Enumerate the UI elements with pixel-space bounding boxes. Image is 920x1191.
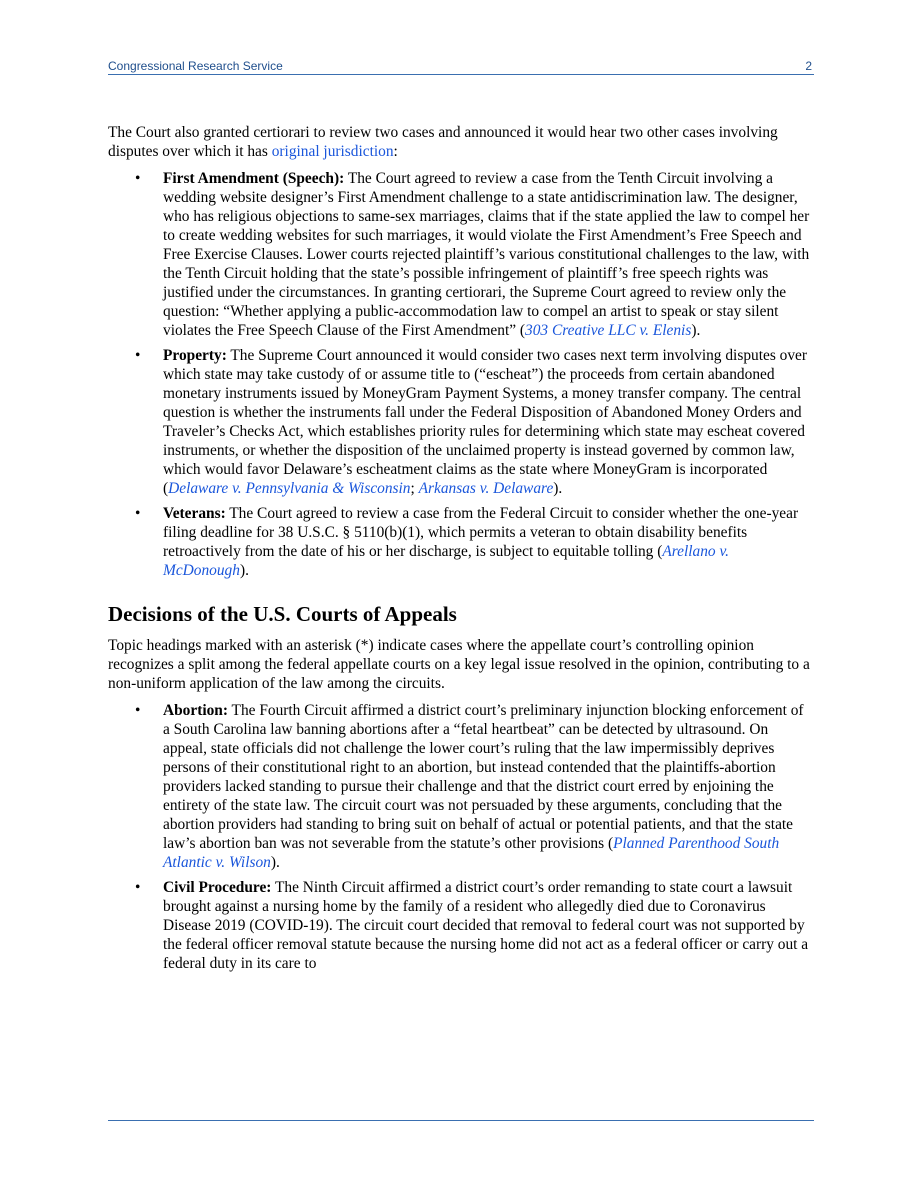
page-footer-rule (108, 1120, 814, 1121)
case-separator: ; (410, 480, 419, 497)
bullet-icon: • (135, 170, 141, 187)
list-item (135, 169, 814, 340)
topic-term: Abortion: (163, 702, 228, 719)
section-heading: Decisions of the U.S. Courts of Appeals (108, 602, 457, 626)
topic-term: Property: (163, 347, 227, 364)
topic-text: The Court agreed to review a case from the Federal Circuit to consider whether the one-year filing deadline for 38 U.S.C. § 5110(b)(1), which permits a veteran to obtain disability benefits retroactively from the date of his or her discharge, is subject to equitable tolling ( (163, 505, 799, 560)
intro-text: The Court also granted certiorari to review two cases and announced it would hear two other cases involving disputes over which it has (108, 124, 778, 160)
topic-end: ). (270, 854, 280, 871)
header-page-number: 2 (805, 59, 812, 73)
topic-end: ). (239, 562, 249, 579)
case-link[interactable]: Planned Parenthood South Atlantic v. Wilson (163, 835, 780, 871)
document-body (108, 123, 814, 979)
header-publisher: Congressional Research Service (108, 59, 283, 73)
topic-text: The Ninth Circuit affirmed a district court’s order remanding to state court a lawsuit brought against a nursing home by the family of a resident who allegedly died due to Coronavirus Disease 2019 (COVID-19). The circuit court decided that removal to federal court was not supported by the federal officer removal statute because the nursing home did not act as a federal officer or carry out a federal duty in its care to (163, 879, 809, 972)
appeals-list (108, 701, 814, 973)
case-link[interactable]: Delaware v. Pennsylvania & Wisconsin (168, 480, 411, 497)
bullet-icon: • (135, 702, 141, 719)
case-link[interactable]: Arkansas v. Delaware (418, 480, 554, 497)
case-link[interactable]: Arellano v. McDonough (163, 543, 730, 579)
bullet-icon: • (135, 505, 141, 522)
list-item (135, 504, 814, 580)
appeals-intro-paragraph: Topic headings marked with an asterisk (*) indicate cases where the appellate court’s controlling opinion recognizes a split among the federal appellate courts on a key legal issue resolved in the opinion, contributing to a non-uniform application of the law among the circuits. (108, 637, 810, 692)
topic-text: The Court agreed to review a case from the Tenth Circuit involving a wedding website designer’s First Amendment challenge to a state antidiscrimination law. The designer, who has religious objections to same-sex marriages, claims that if the state applied the law to compel her to create wedding websites for such marriages, it would violate the First Amendment’s Free Speech and Free Exercise Clauses. Lower courts rejected plaintiff’s various constitutional challenges to the law, with the Tenth Circuit holding that the state’s possible infringement of plaintiff’s free speech rights was justified under the circumstances. In granting certiorari, the Supreme Court agreed to review only the question: “Whether applying a public-accommodation law to compel an artist to speak or stay silent violates the Free Speech Clause of the First Amendment” ( (163, 170, 810, 339)
topic-text: The Supreme Court announced it would consider two cases next term involving disputes over which state may take custody of or assume title to (“escheat”) the proceeds from certain abandoned monetary instruments issued by MoneyGram Payment Systems, a money transfer company. The central question is whether the instruments fall under the Federal Disposition of Abandoned Money Orders and Traveler’s Checks Act, which establishes priority rules for determining which state may escheat covered instruments, or whether the disposition of the unclaimed property is instead governed by common law, which would favor Delaware’s escheatment claims as the state where MoneyGram is incorporated ( (163, 347, 807, 497)
supreme-court-list (108, 169, 814, 580)
intro-paragraph (108, 123, 814, 161)
bullet-icon: • (135, 347, 141, 364)
list-item (135, 346, 814, 498)
topic-text: The Fourth Circuit affirmed a district court’s preliminary injunction blocking enforcement of a South Carolina law banning abortions after a “fetal heartbeat” can be detected by ultrasound. On appeal, state officials did not challenge the lower court’s ruling that the law impermissibly deprives persons of their constitutional right to an abortion, but instead contended that the plaintiffs-abortion providers lacked standing to pursue their challenge and that the district court erred by enjoining the entirety of the state law. The circuit court was not persuaded by these arguments, concluding that the abortion providers had standing to bring suit on behalf of actual or potential patients, and that the state law’s abortion ban was not severable from the statute’s other provisions ( (163, 702, 804, 852)
page-header (108, 58, 814, 75)
list-item (135, 878, 814, 973)
topic-term: Veterans: (163, 505, 226, 522)
case-link[interactable]: 303 Creative LLC v. Elenis (525, 322, 692, 339)
original-jurisdiction-link[interactable]: original jurisdiction (271, 143, 394, 160)
topic-end: ). (691, 322, 701, 339)
bullet-icon: • (135, 879, 141, 896)
list-item (135, 701, 814, 872)
topic-term: First Amendment (Speech): (163, 170, 345, 187)
topic-end: ). (553, 480, 563, 497)
intro-end: : (393, 143, 398, 160)
topic-term: Civil Procedure: (163, 879, 272, 896)
